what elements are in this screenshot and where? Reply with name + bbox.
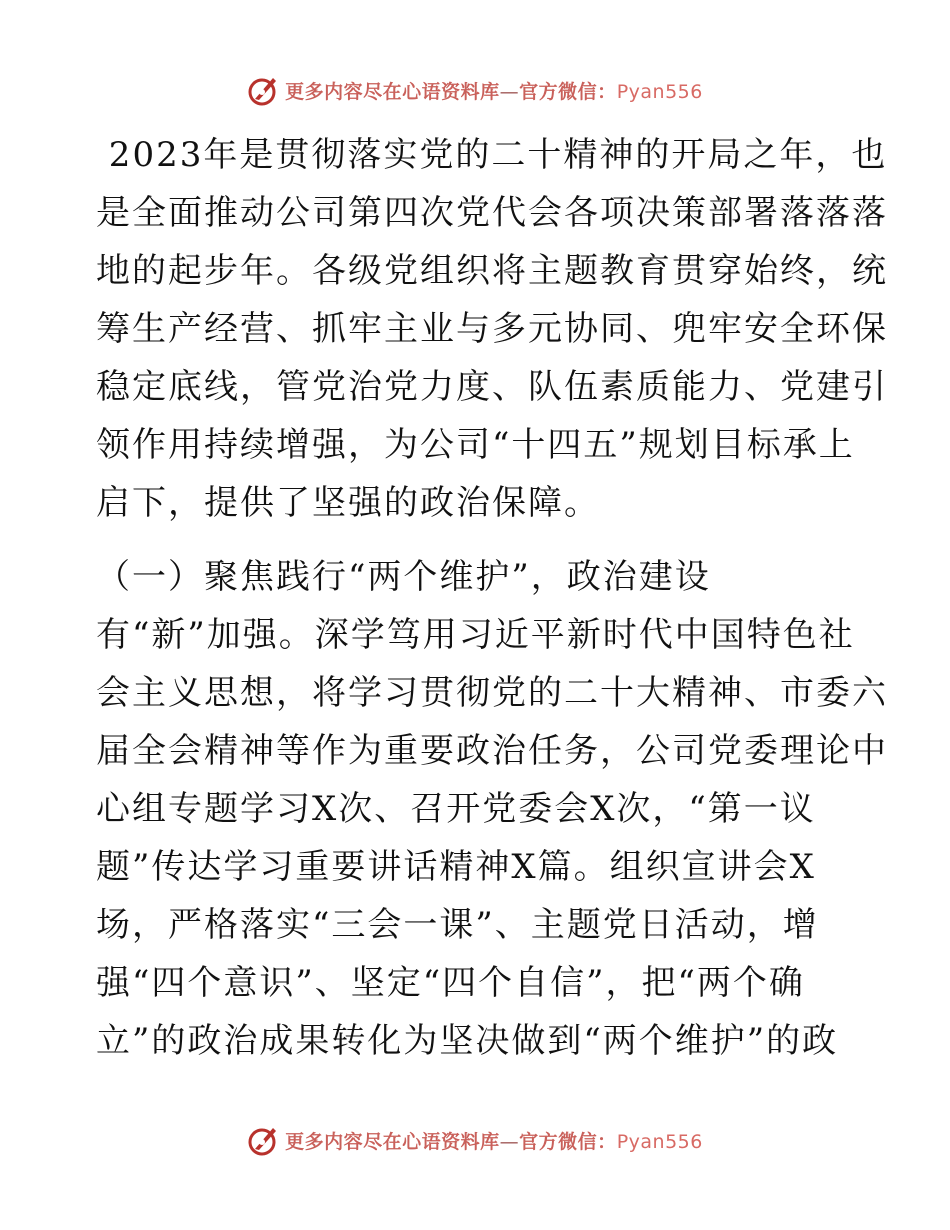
watermark-header <box>0 70 950 110</box>
watermark-text: 更多内容尽在心语资料库—官方微信：Pyan556 <box>285 80 703 103</box>
text-line: 启下，提供了坚强的政治保障。 <box>96 483 600 523</box>
text-line: 强“四个意识”、坚定“四个自信”，把“两个确 <box>96 963 805 1003</box>
text-line: 会主义思想，将学习贯彻党的二十大精神、市委六 <box>96 673 888 713</box>
watermark-footer <box>0 1120 950 1160</box>
text-line: 立”的政治成果转化为坚决做到“两个维护”的政 <box>96 1021 839 1061</box>
text-line: 筹生产经营、抓牢主业与多元协同、兜牢安全环保 <box>96 309 888 349</box>
paragraph-intro <box>96 126 888 532</box>
text-line: 场，严格落实“三会一课”、主题党日活动，增 <box>96 905 819 945</box>
paragraph-section-one <box>96 548 888 1070</box>
quill-logo-icon <box>247 1123 281 1157</box>
text-line: 2023年是贯彻落实党的二十精神的开局之年，也 <box>96 135 888 175</box>
text-line: 届全会精神等作为重要政治任务，公司党委理论中 <box>96 731 888 771</box>
document-body <box>96 126 888 1070</box>
text-line: 地的起步年。各级党组织将主题教育贯穿始终，统 <box>96 251 888 291</box>
text-line: 是全面推动公司第四次党代会各项决策部署落落落 <box>96 193 888 233</box>
text-line: 心组专题学习X次、召开党委会X次，“第一议 <box>96 789 816 829</box>
text-line: 领作用持续增强，为公司“十四五”规划目标承上 <box>96 425 855 465</box>
text-line: 题”传达学习重要讲话精神X篇。组织宣讲会X <box>96 847 816 887</box>
text-line: 有“新”加强。深学笃用习近平新时代中国特色社 <box>96 615 855 655</box>
watermark-text: 更多内容尽在心语资料库—官方微信：Pyan556 <box>285 1130 703 1153</box>
text-line: 稳定底线，管党治党力度、队伍素质能力、党建引 <box>96 367 888 407</box>
quill-logo-icon <box>247 73 281 107</box>
section-heading-line: （一）聚焦践行“两个维护”，政治建设 <box>96 557 711 597</box>
